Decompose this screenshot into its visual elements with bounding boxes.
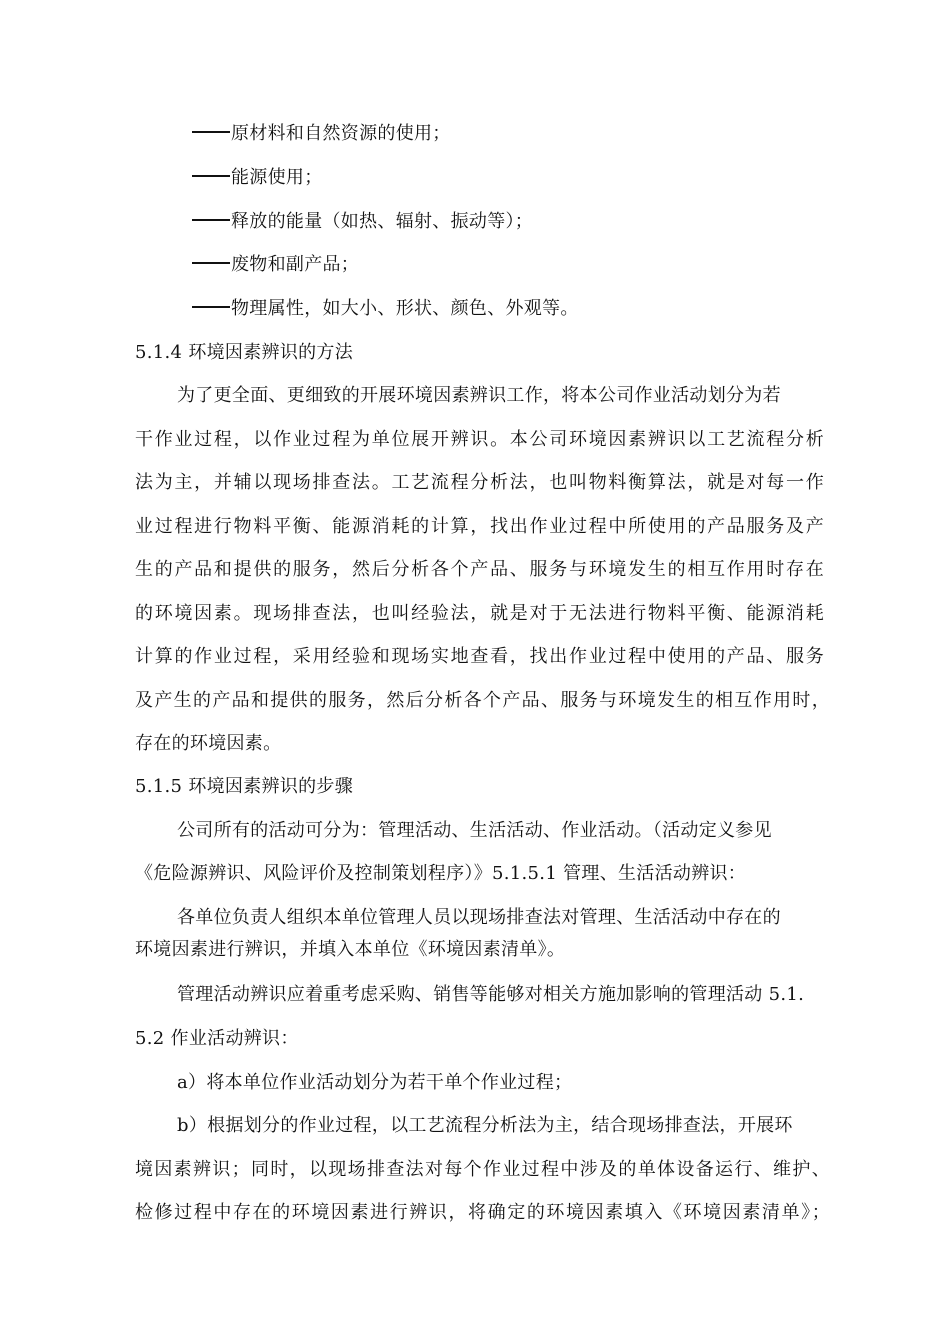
paragraph-line: 的环境因素。现场排查法，也叫经验法，就是对于无法进行物料平衡、能源消耗 [135, 603, 824, 624]
paragraph-line: 检修过程中存在的环境因素进行辨识，将确定的环境因素填入《环境因素清单》； [135, 1202, 830, 1223]
paragraph-line: 各单位负责人组织本单位管理人员以现场排查法对管理、生活活动中存在的 [177, 907, 781, 928]
paragraph-line: 业过程进行物料平衡、能源消耗的计算，找出作业过程中所使用的产品服务及产 [135, 516, 824, 537]
paragraph-line: 计算的作业过程，采用经验和现场实地查看，找出作业过程中使用的产品、服务 [135, 646, 824, 667]
section-heading-515: 5.1.5 环境因素辨识的步骤 [135, 776, 354, 797]
paragraph-line: 及产生的产品和提供的服务，然后分析各个产品、服务与环境发生的相互作用时， [135, 690, 830, 711]
paragraph-line: 境因素辨识；同时，以现场排查法对每个作业过程中涉及的单体设备运行、维护、 [135, 1159, 830, 1180]
paragraph-line: 《危险源辨识、风险评价及控制策划程序）》5.1.5.1 管理、生活活动辨识： [135, 863, 747, 884]
bullet-item: 废物和副产品； [192, 253, 359, 277]
paragraph-line: 管理活动辨识应着重考虑采购、销售等能够对相关方施加影响的管理活动 5.1. [177, 984, 805, 1005]
bullet-item: 能源使用； [192, 166, 323, 190]
bullet-item: 物理属性，如大小、形状、颜色、外观等。 [192, 297, 579, 321]
paragraph-line: 环境因素进行辨识，并填入本单位《环境因素清单》。 [135, 939, 566, 960]
paragraph-line: 存在的环境因素。 [135, 733, 282, 754]
paragraph-line: b）根据划分的作业过程，以工艺流程分析法为主，结合现场排查法，开展环 [177, 1115, 793, 1136]
paragraph-line: 5.2 作业活动辨识： [135, 1028, 299, 1049]
bullet-item: 释放的能量（如热、辐射、振动等）； [192, 210, 533, 234]
section-heading-514: 5.1.4 环境因素辨识的方法 [135, 342, 354, 363]
paragraph-line: 干作业过程，以作业过程为单位展开辨识。本公司环境因素辨识以工艺流程分析 [135, 429, 824, 450]
paragraph-line: 为了更全面、更细致的开展环境因素辨识工作，将本公司作业活动划分为若 [177, 385, 781, 406]
em-dash [192, 262, 230, 264]
paragraph-line: 法为主，并辅以现场排查法。工艺流程分析法，也叫物料衡算法，就是对每一作 [135, 472, 824, 493]
em-dash [192, 219, 230, 221]
bullet-item: 原材料和自然资源的使用； [192, 122, 451, 146]
paragraph-line: a）将本单位作业活动划分为若干单个作业过程； [177, 1072, 573, 1093]
em-dash [192, 306, 230, 308]
em-dash [192, 175, 230, 177]
em-dash [192, 131, 230, 133]
paragraph-line: 公司所有的活动可分为：管理活动、生活活动、作业活动。（活动定义参见 [177, 820, 772, 841]
paragraph-line: 生的产品和提供的服务，然后分析各个产品、服务与环境发生的相互作用时存在 [135, 559, 824, 580]
